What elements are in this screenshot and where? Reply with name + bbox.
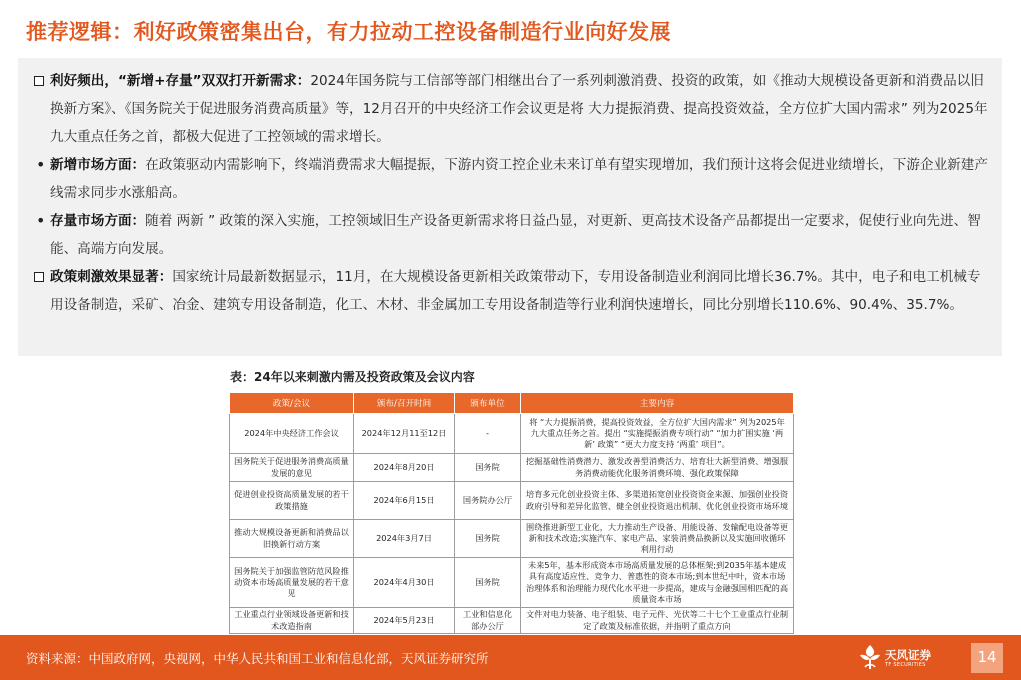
- summary-box: [18, 58, 1002, 356]
- summary-text: 随着 两新 ” 政策的深入实施，工控领域旧生产设备更新需求将日益凸显，对更新、更高技术设备产品都提出一定要求，促使行业向先进、智能、高端方向发展。: [50, 213, 981, 257]
- square-bullet-icon: [34, 272, 44, 282]
- table-cell: 国务院关于加强监管防范风险推动资本市场高质量发展的若干意见: [230, 558, 354, 608]
- table-cell: 国务院关于促进服务消费高质量发展的意见: [230, 454, 354, 482]
- logo-subtitle: TF SECURITIES: [885, 662, 926, 668]
- column-header: 主要内容: [521, 393, 794, 414]
- table-cell: 2024年3月7日: [354, 520, 455, 558]
- table-cell: 2024年12月11至12日: [354, 414, 455, 454]
- table-caption: 表：24年以来刺激内需及投资政策及会议内容: [230, 370, 475, 384]
- page-number: 14: [977, 648, 997, 666]
- table-cell: 2024年中央经济工作会议: [230, 414, 354, 454]
- company-logo: [858, 644, 938, 672]
- table-cell: 2024年5月23日: [354, 608, 455, 634]
- summary-paragraph: [34, 263, 988, 319]
- policy-table: [229, 392, 794, 634]
- summary-text: 国家统计局最新数据显示，11月，在大规模设备更新相关政策带动下，专用设备制造业利润同比增长36.7%。其中，电子和电工机械专用设备制造，采矿、冶金、建筑专用设备制造，化工、木材、非金属加工专用设备制造等行业利润快速增长，同比分别增长110.6%、90.4%、35.7%。: [50, 269, 981, 313]
- tf-securities-logo-icon: [858, 644, 882, 670]
- summary-lead: 存量市场方面：: [50, 213, 146, 229]
- column-header: 颁布单位: [455, 393, 521, 414]
- column-header: 政策/会议: [230, 393, 354, 414]
- table-cell: 2024年6月15日: [354, 482, 455, 520]
- table-cell: 未来5年，基本形成资本市场高质量发展的总体框架;到2035年基本建成具有高度适应性、竞争力、普惠性的资本市场;到本世纪中叶，资本市场治理体系和治理能力现代化水平进一步提高，建成与金融强国相匹配的高质量资本市场: [521, 558, 794, 608]
- table-row: [230, 454, 794, 482]
- table-cell: 国务院: [455, 558, 521, 608]
- summary-lead: 政策刺激效果显著：: [50, 269, 173, 285]
- table-cell: 2024年8月20日: [354, 454, 455, 482]
- table-row: [230, 482, 794, 520]
- table-cell: 文件对电力装备、电子组装、电子元件、光伏等二十七个工业重点行业制定了政策及标准依据，并指明了重点方向: [521, 608, 794, 634]
- table-cell: 工业重点行业领域设备更新和技术改造指南: [230, 608, 354, 634]
- logo-name: 天风证券: [885, 648, 931, 662]
- table-cell: 围绕推进新型工业化，大力推动生产设备、用能设备、发输配电设备等更新和技术改造;实施汽车、家电产品、家装消费品换新以及实施回收循环利用行动: [521, 520, 794, 558]
- table-cell: 推动大规模设备更新和消费品以旧换新行动方案: [230, 520, 354, 558]
- column-header: 颁布/召开时间: [354, 393, 455, 414]
- page-title: 推荐逻辑：利好政策密集出台，有力拉动工控设备制造行业向好发展: [26, 20, 671, 44]
- table-cell: 国务院: [455, 454, 521, 482]
- page-number-box: [971, 643, 1003, 673]
- table-cell: 挖掘基础性消费潜力、激发改善型消费活力、培育壮大新型消费、增强服务消费动能优化服务消费环境、强化政策保障: [521, 454, 794, 482]
- table-row: [230, 558, 794, 608]
- table-cell: 工业和信息化部办公厅: [455, 608, 521, 634]
- table-row: [230, 608, 794, 634]
- summary-text: 在政策驱动内需影响下，终端消费需求大幅提振，下游内资工控企业未来订单有望实现增加，我们预计这将会促进业绩增长，下游企业新建产线需求同步水涨船高。: [50, 157, 988, 201]
- summary-paragraph: [34, 67, 988, 151]
- table-row: [230, 520, 794, 558]
- summary-paragraph: [34, 151, 988, 207]
- table-cell: 将 “大力提振消费，提高投资效益，全方位扩大国内需求” 列为2025年九大重点任务之首。提出 “实施提振消费专项行动” “加力扩围实施 ‘两新’ 政策” “更大力度支持 ‘两重’ 项目”。: [521, 414, 794, 454]
- table-cell: 2024年4月30日: [354, 558, 455, 608]
- square-bullet-icon: [34, 76, 44, 86]
- footer-bar: [0, 635, 1021, 680]
- table-cell: 促进创业投资高质量发展的若干政策措施: [230, 482, 354, 520]
- dot-bullet-icon: •: [36, 155, 46, 174]
- dot-bullet-icon: •: [36, 211, 46, 230]
- summary-lead: 利好频出，“新增+存量”双双打开新需求：: [50, 73, 311, 89]
- table-header-row: [230, 393, 794, 414]
- table-cell: 国务院: [455, 520, 521, 558]
- table-row: [230, 414, 794, 454]
- source-note: 资料来源：中国政府网，央视网，中华人民共和国工业和信息化部，天风证券研究所: [26, 651, 489, 666]
- table-cell: -: [455, 414, 521, 454]
- table-cell: 培育多元化创业投资主体、多渠道拓宽创业投资资金来源、加强创业投资政府引导和差异化监管、健全创业投资退出机制、优化创业投资市场环境: [521, 482, 794, 520]
- table-cell: 国务院办公厅: [455, 482, 521, 520]
- summary-text: 2024年国务院与工信部等部门相继出台了一系列刺激消费、投资的政策，如《推动大规模设备更新和消费品以旧换新方案》、《国务院关于促进服务消费高质量》等，12月召开的中央经济工作会议更是将 大力提振消费、提高投资效益，全方位扩大国内需求” 列为2025年九大重点任务之首，都极大促进了工控领域的需求增长。: [50, 73, 988, 145]
- summary-paragraph: [34, 207, 988, 263]
- summary-lead: 新增市场方面：: [50, 157, 146, 173]
